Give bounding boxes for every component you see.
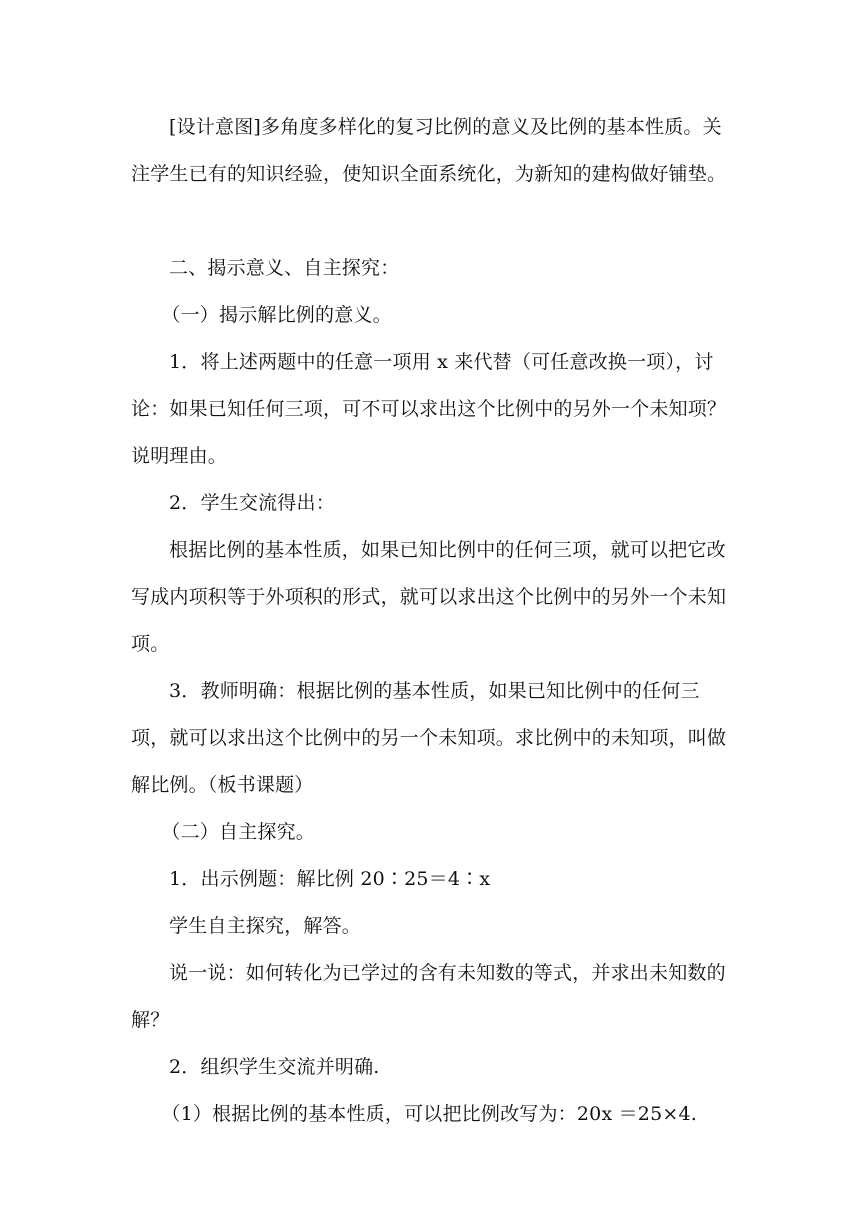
example-paragraph: 1．出示例题：解比例 20∶25＝4∶x [169, 868, 491, 890]
step-one-paragraph: （1）根据比例的基本性质，可以把比例改写为：20x ＝25×4. [161, 1103, 698, 1125]
subsection-heading-two: （二）自主探究。 [161, 821, 315, 843]
design-intent-paragraph: [设计意图]多角度多样化的复习比例的意义及比例的基本性质。关注学生已有的知识经验，使知识全面系统化，为新知的建构做好铺垫。 [131, 116, 727, 185]
section-heading-two: 二、揭示意义、自主探究： [169, 257, 400, 279]
student-explore-paragraph: 学生自主探究，解答。 [169, 915, 362, 937]
item-three-paragraph: 3．教师明确：根据比例的基本性质，如果已知比例中的任何三项，就可以求出这个比例中的另一个未知项。求比例中的未知项，叫做解比例。（板书课题） [131, 680, 727, 796]
item-two-paragraph: 2．学生交流得出： [169, 492, 335, 514]
discussion-prompt-paragraph: 说一说：如何转化为已学过的含有未知数的等式，并求出未知数的解？ [131, 962, 726, 1031]
organize-exchange-paragraph: 2．组织学生交流并明确. [169, 1056, 380, 1078]
subsection-heading-one: （一）揭示解比例的意义。 [161, 304, 392, 326]
item-one-paragraph: 1．将上述两题中的任意一项用 x 来代替（可任意改换一项），讨论：如果已知任何三项，可不可以求出这个比例中的另外一个未知项？说明理由。 [131, 351, 727, 467]
property-explanation-paragraph: 根据比例的基本性质，如果已知比例中的任何三项，就可以把它改写成内项积等于外项积的形式，就可以求出这个比例中的另外一个未知项。 [131, 539, 727, 655]
